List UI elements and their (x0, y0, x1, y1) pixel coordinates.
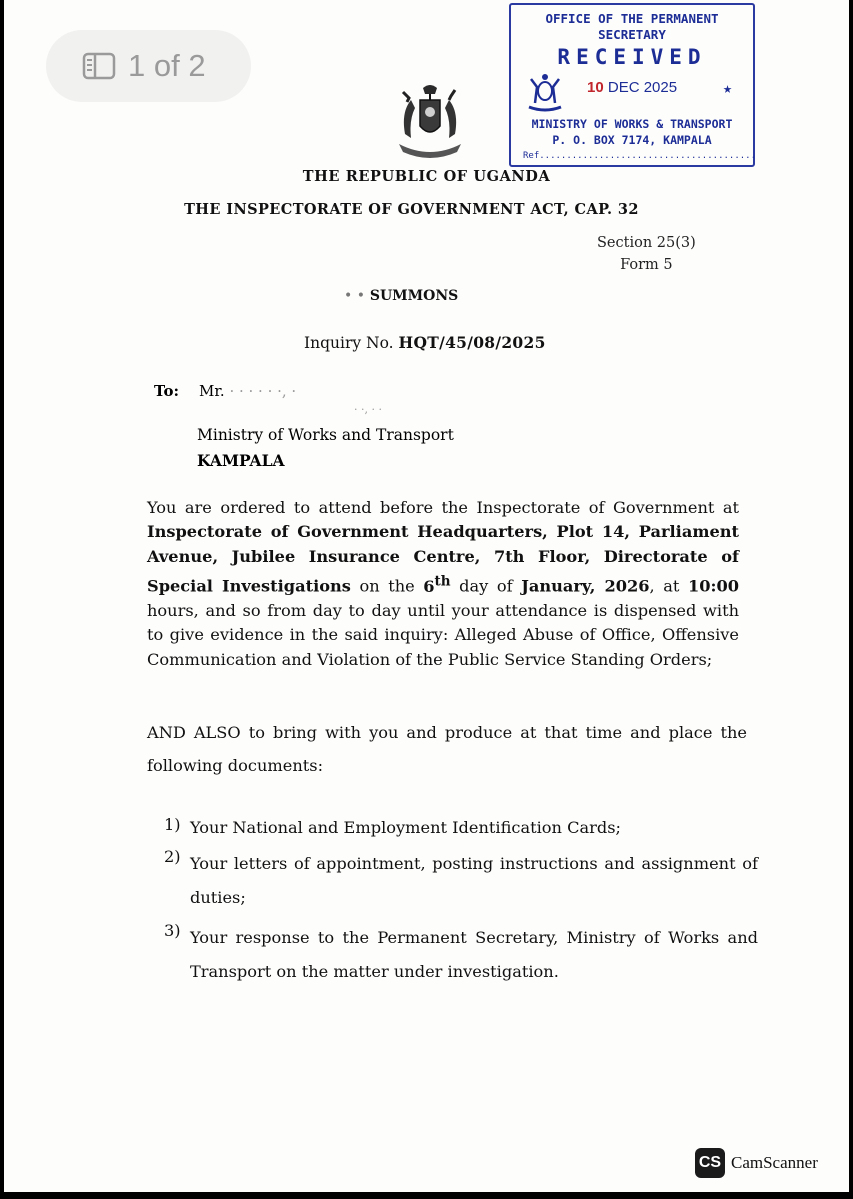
recipient-name: Mr. · · · · · ·, · (199, 382, 297, 400)
star-icon: ★ (723, 79, 733, 97)
recipient-ministry: Ministry of Works and Transport (197, 426, 454, 444)
camscanner-watermark (695, 1148, 818, 1178)
summons-title: • • SUMMONS (344, 288, 459, 304)
coat-of-arms-icon (389, 82, 471, 164)
list-item: 1) Your National and Employment Identification Cards; (164, 815, 622, 837)
form-number: Form 5 (620, 257, 673, 273)
stamp-office: OFFICE OF THE PERMANENT SECRETARY (545, 11, 719, 42)
book-pages-icon (82, 52, 116, 80)
to-label: To: (154, 382, 179, 400)
camscanner-logo-icon: CS (695, 1148, 725, 1178)
recipient-line2: · ·, · · (354, 403, 382, 416)
recipient-city: KAMPALA (197, 451, 285, 470)
stamp-received: RECEIVED (557, 45, 707, 69)
list-item: 2) Your letters of appointment, posting instructions and assignment of duties; (164, 847, 758, 907)
documents-intro: AND ALSO to bring with you and produce at that time and place the following documents: (147, 723, 747, 775)
stamp-ref: Ref........................................ (523, 151, 756, 161)
stamp-date: 10 DEC 2025 (587, 79, 678, 96)
inquiry-number: Inquiry No. HQT/45/08/2025 (304, 333, 546, 352)
camscanner-label: CamScanner (731, 1153, 818, 1172)
stamp-ministry: MINISTRY OF WORKS & TRANSPORT P. O. BOX 7174, KAMPALA (531, 117, 733, 147)
document-page (4, 0, 849, 1192)
page-indicator-text: 1 of 2 (128, 48, 206, 83)
documents-list (164, 815, 758, 995)
summons-body: You are ordered to attend before the Inspectorate of Government at Inspectorate of Government Headquarters, Plot 14, Parliament Avenue, Jubilee Insurance Centre, 7th Floor, Directorate of Special Investigations on the 6th day of January, 2026, at 10:00 hours, and so from day to day until your attendance is dispensed with to give evidence in the said inquiry: Alleged Abuse of Office, Offensive Communication and Violation of the Public Service Standing Orders; (147, 498, 739, 669)
republic-heading: THE REPUBLIC OF UGANDA (302, 168, 551, 185)
list-item: 3) Your response to the Permanent Secretary, Ministry of Works and Transport on the matter under investigation. (164, 921, 758, 981)
section-reference (597, 232, 696, 276)
stamp-crest-icon (525, 69, 565, 113)
act-heading: THE INSPECTORATE OF GOVERNMENT ACT, CAP. 32 (184, 201, 639, 218)
section-number: Section 25(3) (597, 235, 696, 251)
page-indicator[interactable] (46, 30, 251, 102)
received-stamp (509, 3, 755, 167)
